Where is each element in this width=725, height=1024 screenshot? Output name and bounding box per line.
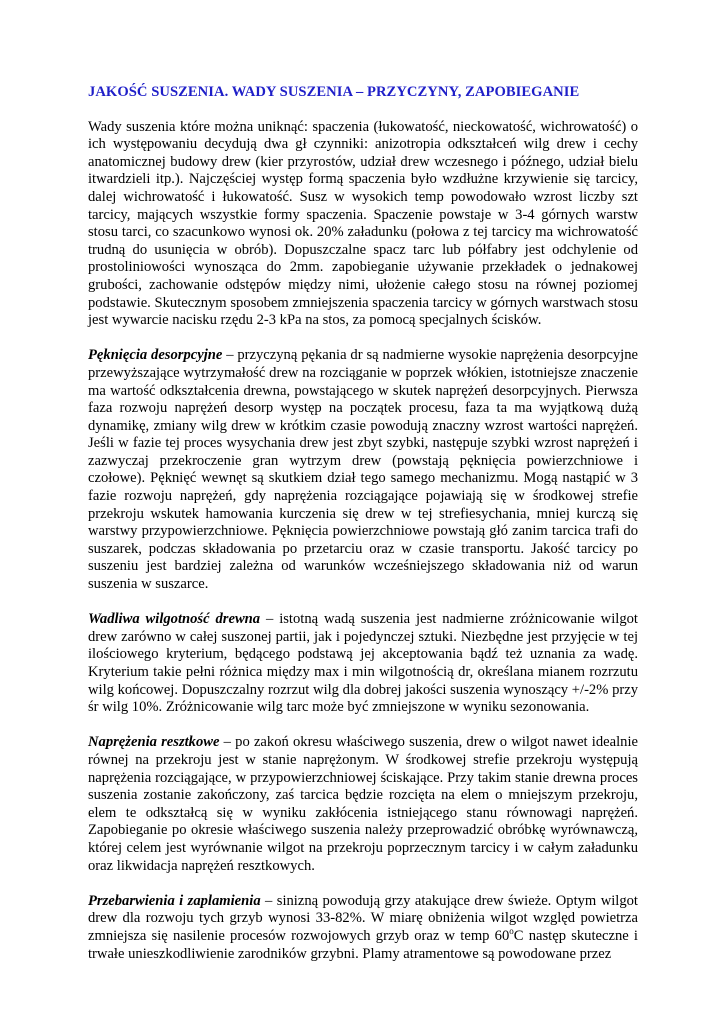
term-naprezenia-resztkowe: Naprężenia resztkowe bbox=[88, 734, 220, 751]
paragraph-text-continued: C następ skuteczne i trwałe unieszkodliwienie zarodników grzybni. Plamy atramentowe są powodowane przez bbox=[88, 927, 638, 962]
document-title: JAKOŚĆ SUSZENIA. WADY SUSZENIA – PRZYCZYNY, ZAPOBIEGANIE bbox=[88, 84, 580, 100]
term-wadliwa-wilgotnosc: Wadliwa wilgotność drewna bbox=[88, 611, 261, 628]
paragraph-text: – po zakoń okresu właściwego suszenia, drew o wilgot nawet idealnie równej na przekroju jest w stanie naprężonym. W środkowej strefie przekroju występują naprężenia rozciągające, w przypowierzchniowej ściskające. Przy takim stanie drewna proces suszenia zostanie zakończony, zaś tarcica będzie rozcięta na elem o mniejszym przekroju, elem te odkształcą się w wyniku zakłócenia istniejącego stanu równowagi naprężeń. Zapobieganie po okresie właściwego suszenia należy przeprowadzić obróbkę wyrównawczą, której celem jest wyrównanie wilgot na przekroju poprzecznym tarcicy i w całym załadunku oraz likwidacja naprężeń resztkowych. bbox=[88, 734, 638, 874]
term-przebarwienia: Przebarwienia i zaplamienia bbox=[88, 892, 261, 909]
paragraph-spaczenia bbox=[88, 119, 638, 330]
paragraph-naprezenia bbox=[88, 734, 638, 875]
paragraph-przebarwienia bbox=[88, 893, 638, 963]
paragraph-text: – istotną wadą suszenia jest nadmierne zróżnicowanie wilgot drew zarówno w całej suszonej partii, jak i pojedynczej sztuki. Niezbędne jest przyjęcie w tej ilościowego kryterium, będącego podstawą jej akceptowania bądź też uznania za wadę. Kryterium takie pełni różnica między max i min wilgotnością dr, określana mianem rozrzutu wilg końcowej. Dopuszczalny rozrzut wilg dla dobrej jakości suszenia wynoszący +/-2% przy śr wilg 10%. Zróżnicowanie wilg tarc może być zmniejszone w wyniku sezonowania. bbox=[88, 611, 638, 716]
document-page bbox=[88, 84, 638, 981]
paragraph-text: Wady suszenia które można uniknąć: spaczenia (łukowatość, nieckowatość, wichrowatość) o ich występowaniu decydują dwa gł czynniki: anizotropia odkształceń wilg drew i cechy anatomicznej budowy drew (kier przyrostów, udział drew wczesnego i późnego, udział bielu itwardzieli itp.). Najczęściej występ formą spaczenia było wzdłużne krzywienie się tarcicy, dalej wichrowatość i łukowatość. Susz w wysokich temp powodowało wzrost liczby szt tarcicy, mających wszystkie formy spaczenia. Spaczenie powstaje w 3-4 górnych warstw stosu tarci, co szacunkowo wynosi ok. 20% załadunku (połowa z tej tarcicy ma wichrowatość trudną do usunięcia w obrób). Dopuszczalne spacz tarc lub półfabry jest odchylenie od prostoliniowości wynosząca do 2mm. zapobieganie używanie przekładek o jednakowej grubości, zachowanie odstępów między nimi, ułożenie całego stosu na równej poziomej podstawie. Skutecznym sposobem zmniejszenia spaczenia tarcicy w górnych warstwach stosu jest wywarcie nacisku rzędu 2-3 kPa na stos, za pomocą specjalnych ścisków. bbox=[88, 118, 638, 329]
paragraph-text: – sinizną powodują grzy atakujące drew świeże. Optym wilgot drew dla rozwoju tych grzyb wynosi 33-82%. W miarę obniżenia wilgot względ powietrza zmniejsza się nasilenie procesów rozwojowych grzyb oraz w temp 60 bbox=[88, 892, 638, 944]
paragraph-pekniecia bbox=[88, 347, 638, 593]
paragraph-text: – przyczyną pękania dr są nadmierne wysokie naprężenia desorpcyjne przewyższające wytrzymałość drew na rozciąganie w poprzek włókien, istotniejsze znaczenie ma wartość odkształcenia drewna, powstającego w skutek naprężeń desorpcyjnych. Pierwsza faza rozwoju naprężeń desorp występ na początek procesu, faza ta ma wyjątkową dużą dynamikę, zmiany wilg drew w krótkim czasie powodują znaczny wzrost wartości naprężeń. Jeśli w fazie tej proces wysychania drew jest zbyt szybki, następuje szybki wzrost naprężeń i zazwyczaj przekroczenie gran wytrzym drew (powstają pęknięcia powierzchniowe i czołowe). Pęknięć wewnęt są skutkiem dział tego samego mechanizmu. Mogą nastąpić w 3 fazie rozwoju naprężeń, gdy naprężenia rozciągające pojawiają się w środkowej strefie przekroju wskutek hamowania kurczenia się drew w tej strefiesychania, mniej kurczą się warstwy przypowierzchniowe. Pęknięcia powierzchniowe powstają głó zanim tarcica trafi do suszarek, podczas składowania po przetarciu oraz w czasie transportu. Jakość tarcicy po suszeniu jest bardziej zależna od warunków wcześniejszego składowania niż od warun suszenia w suszarce. bbox=[88, 347, 638, 593]
paragraph-wilgotnosc bbox=[88, 611, 638, 717]
term-pekniecia-desorpcyjne: Pęknięcia desorpcyjne bbox=[88, 347, 223, 364]
degree-superscript: o bbox=[509, 926, 514, 937]
